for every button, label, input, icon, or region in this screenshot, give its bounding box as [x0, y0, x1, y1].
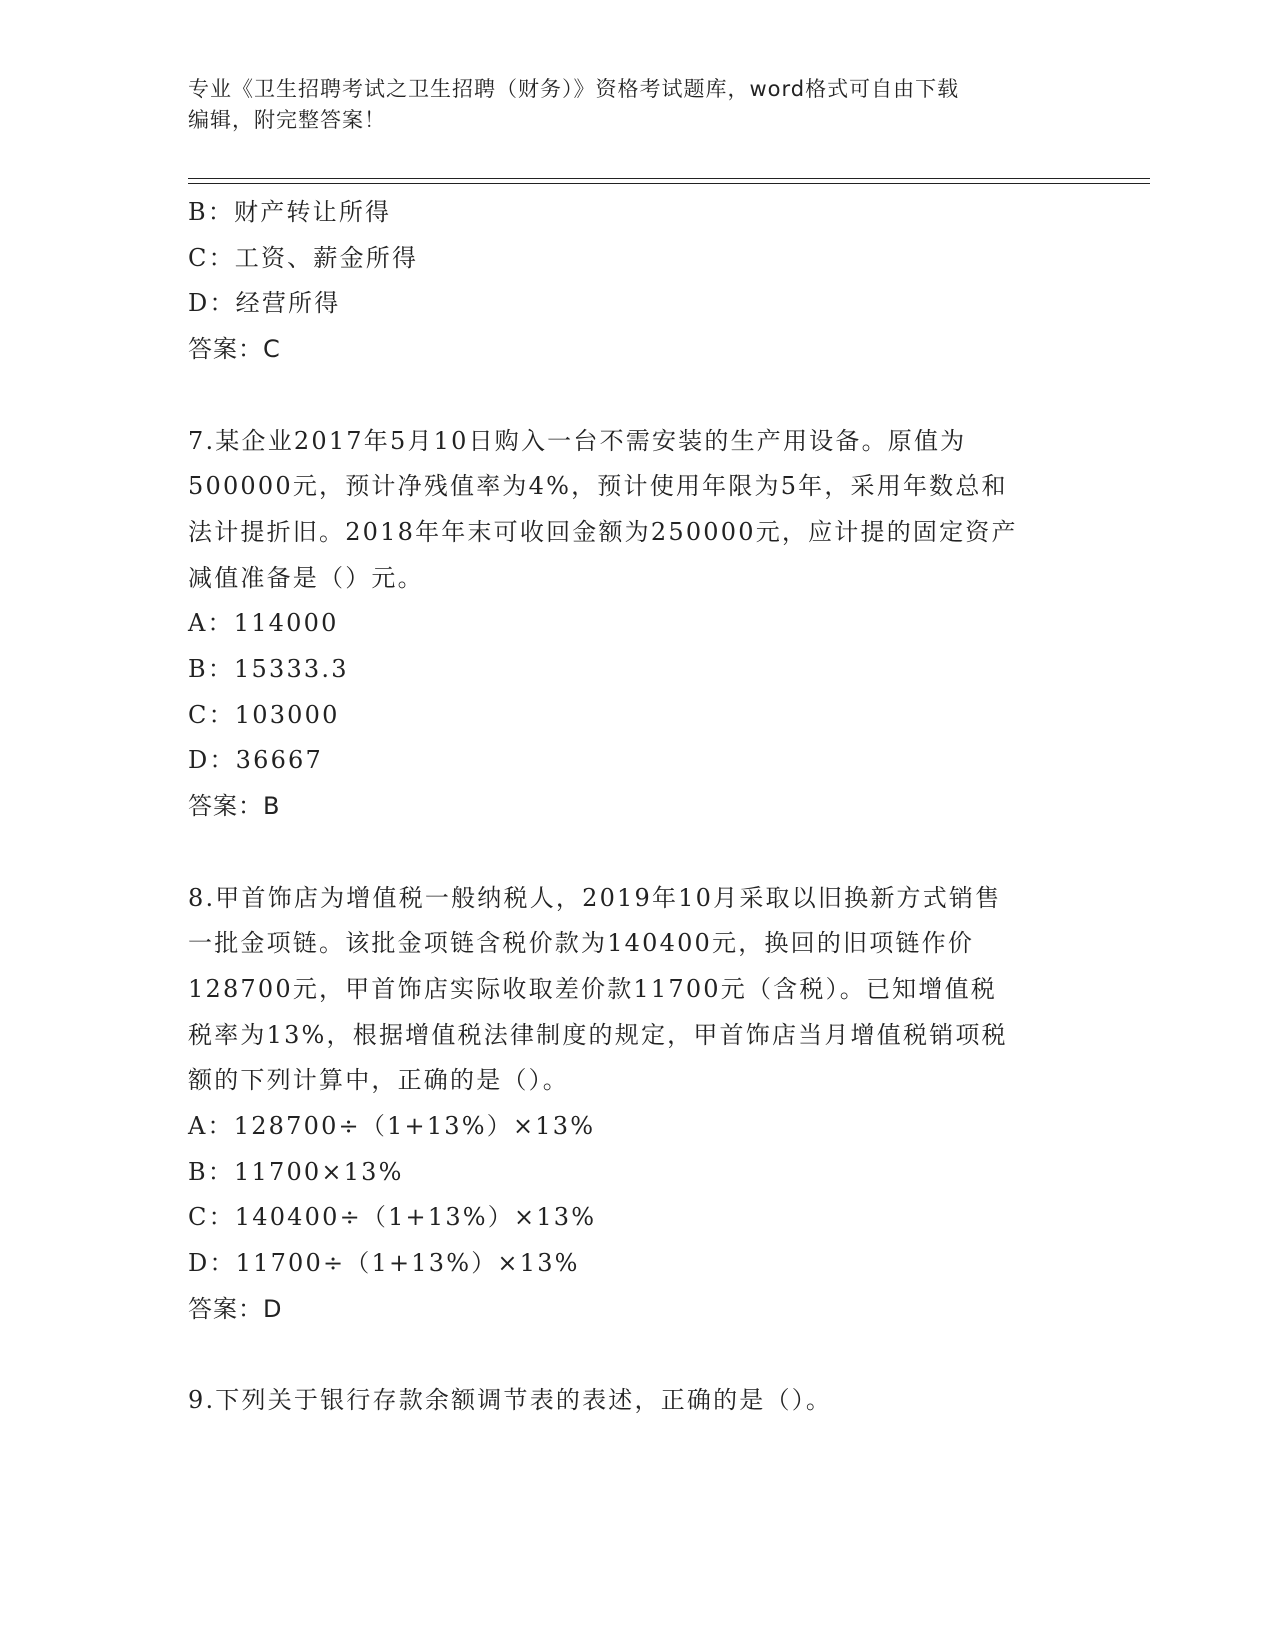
q8-option-a: A：128700÷（1+13%）×13% [188, 1112, 596, 1141]
q7-answer: 答案：B [188, 792, 281, 821]
question-6 [188, 190, 1093, 373]
q7-stem-line-2: 500000元，预计净残值率为4%，预计使用年限为5年，采用年数总和 [188, 472, 1008, 501]
q8-option-d: D：11700÷（1+13%）×13% [188, 1249, 580, 1278]
q8-stem-line-1: 8.甲首饰店为增值税一般纳税人，2019年10月采取以旧换新方式销售 [188, 883, 1002, 912]
q7-option-c: C：103000 [188, 700, 340, 729]
q7-stem-line-4: 减值准备是（）元。 [188, 563, 424, 592]
document-body [188, 190, 1093, 1424]
header-rule-top [188, 178, 1150, 179]
document-header [188, 74, 1088, 136]
header-rule-bottom [188, 183, 1150, 184]
question-8 [188, 876, 1093, 1333]
q6-option-b: B：财产转让所得 [188, 198, 392, 226]
q6-answer: 答案：C [188, 335, 281, 364]
q7-option-a: A：114000 [188, 609, 339, 638]
spacer [188, 830, 1093, 876]
q8-option-c: C：140400÷（1+13%）×13% [188, 1203, 597, 1232]
header-line-1: 专业《卫生招聘考试之卫生招聘（财务）》资格考试题库，word格式可自由下载 [188, 77, 960, 101]
q8-stem-line-2: 一批金项链。该批金项链含税价款为140400元，换回的旧项链作价 [188, 929, 975, 958]
question-7 [188, 419, 1093, 830]
spacer [188, 1333, 1093, 1379]
spacer [188, 373, 1093, 419]
question-9 [188, 1378, 1093, 1424]
q7-stem-line-1: 7.某企业2017年5月10日购入一台不需安装的生产用设备。原值为 [188, 426, 967, 455]
q9-stem: 9.下列关于银行存款余额调节表的表述，正确的是（）。 [188, 1386, 833, 1415]
q7-option-d: D：36667 [188, 746, 323, 775]
header-line-2: 编辑，附完整答案！ [188, 108, 386, 132]
q7-stem-line-3: 法计提折旧。2018年年末可收回金额为250000元，应计提的固定资产 [188, 517, 1018, 546]
q8-stem-line-5: 额的下列计算中，正确的是（）。 [188, 1066, 569, 1095]
q8-option-b: B：11700×13% [188, 1157, 404, 1186]
q8-stem-line-3: 128700元，甲首饰店实际收取差价款11700元（含税）。已知增值税 [188, 974, 997, 1003]
q7-option-b: B：15333.3 [188, 655, 349, 684]
q6-option-d: D：经营所得 [188, 289, 341, 318]
q6-option-c: C：工资、薪金所得 [188, 243, 419, 272]
q8-answer: 答案：D [188, 1294, 283, 1323]
q8-stem-line-4: 税率为13%，根据增值税法律制度的规定，甲首饰店当月增值税销项税 [188, 1020, 1008, 1049]
